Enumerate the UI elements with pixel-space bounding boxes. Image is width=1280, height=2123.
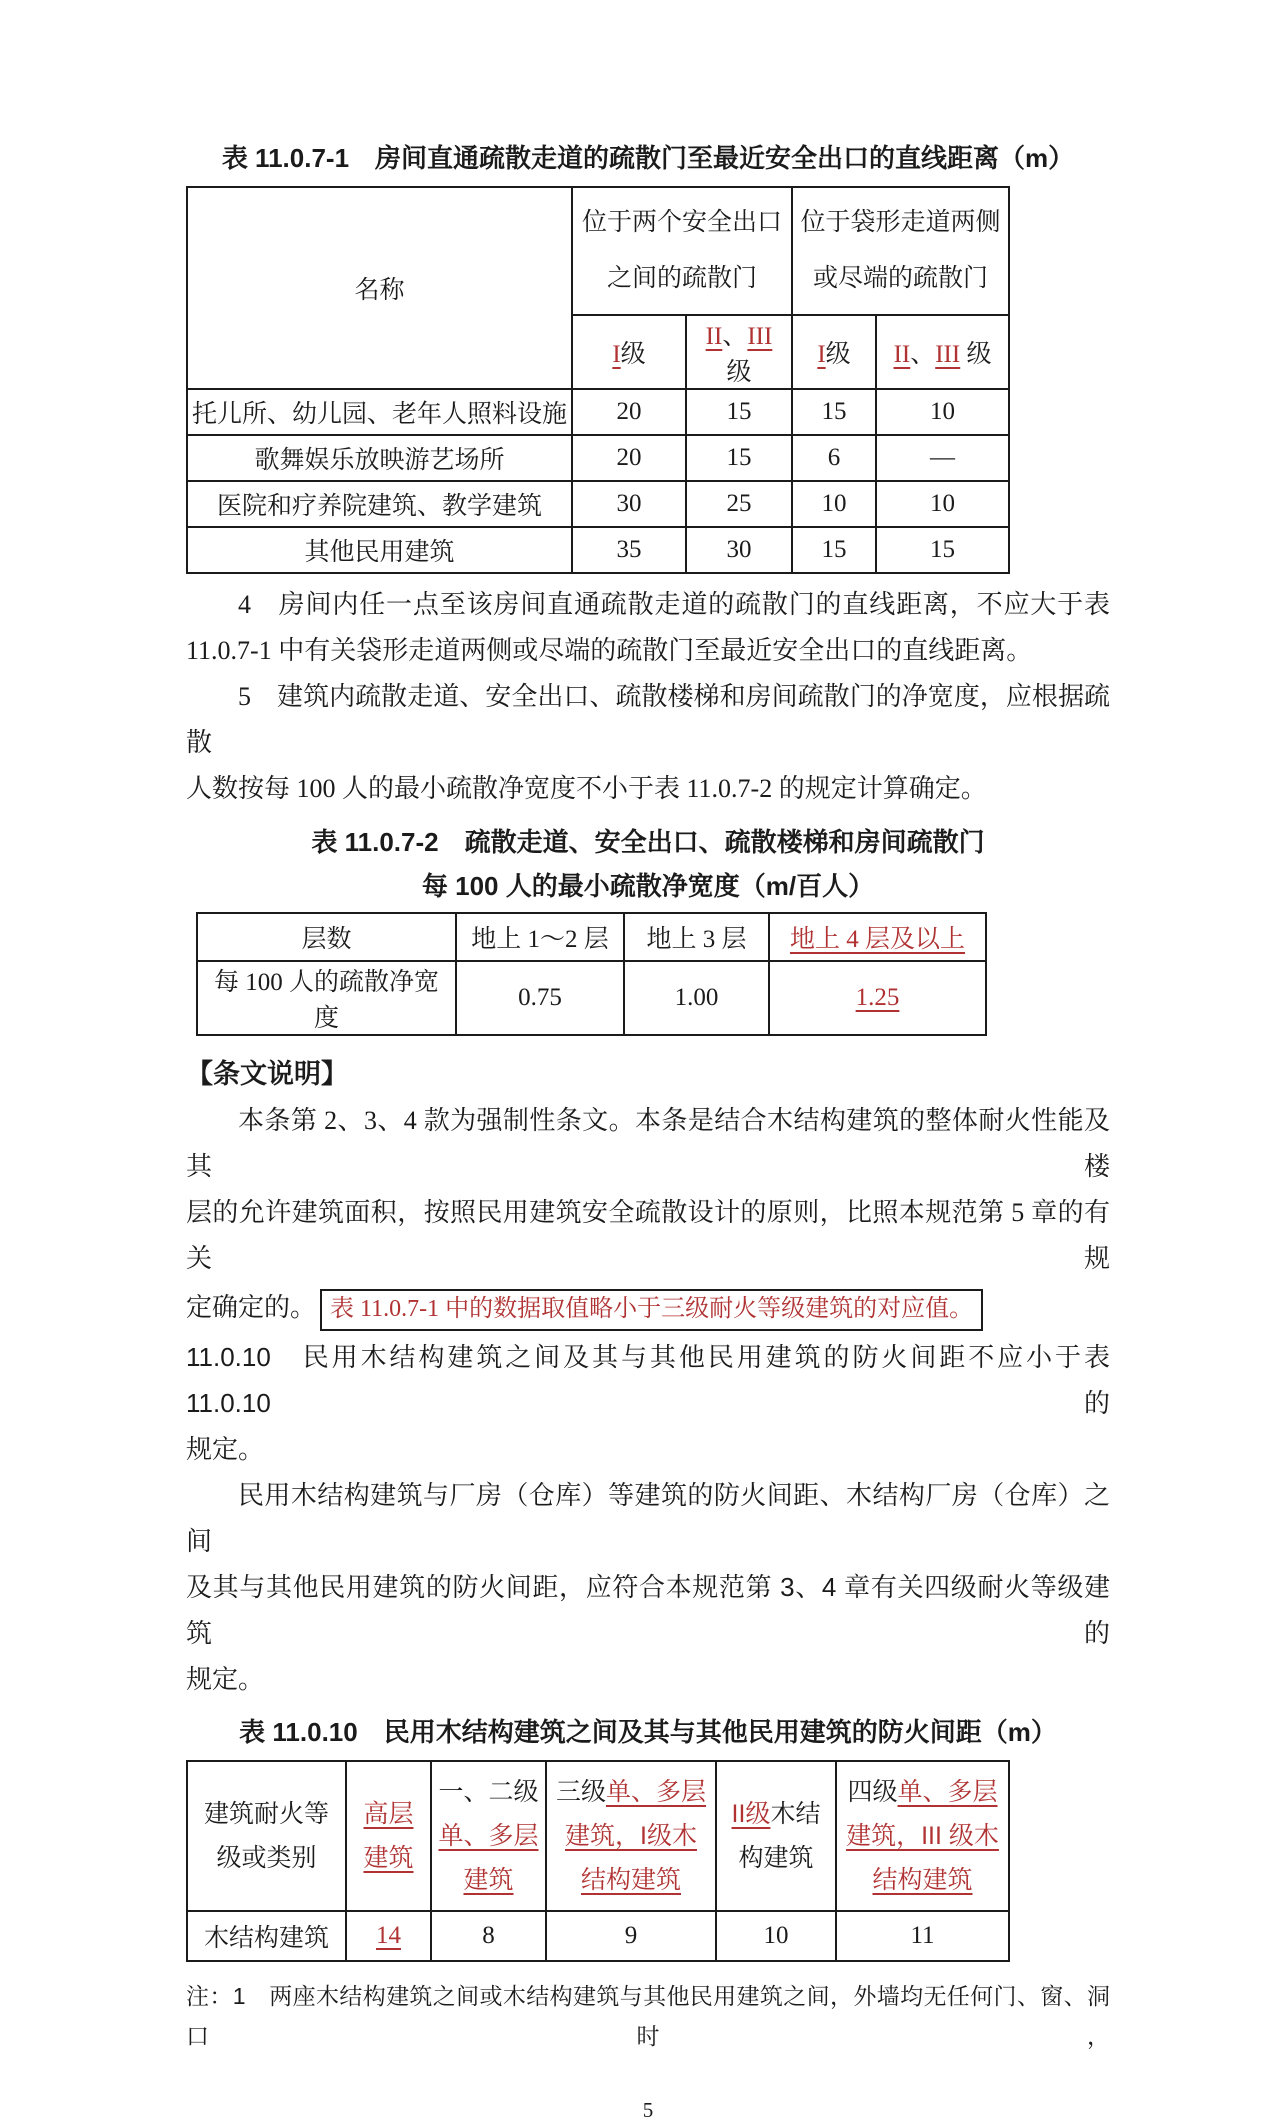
table1-subheader-grade23: II、III 级	[686, 315, 792, 389]
table2-caption-line2: 每 100 人的最小疏散净宽度（m/百人）	[421, 871, 875, 901]
table3-note-line1: 注：1 两座木结构建筑之间或木结构建筑与其他民用建筑之间，外墙均无任何门、窗、洞口时，	[186, 1983, 1110, 2049]
table2-header-1-2: 地上 1～2 层	[456, 913, 624, 961]
explain-heading: 【条文说明】	[186, 1059, 348, 1089]
para5-line2: 人数按每 100 人的最小疏散净宽度不小于表 11.0.7-2 的规定计算确定。	[186, 774, 987, 803]
table2-header-floors: 层数	[197, 913, 456, 961]
table1-header-group2: 位于袋形走道两侧 或尽端的疏散门	[792, 187, 1009, 315]
table1-header-group1: 位于两个安全出口 之间的疏散门	[572, 187, 792, 315]
table-row: 托儿所、幼儿园、老年人照料设施 20 15 15 10	[187, 389, 1009, 435]
page-number: 5	[642, 2098, 654, 2122]
table-row: 每 100 人的疏散净宽度 0.75 1.00 1.25	[197, 961, 986, 1035]
table-row: 歌舞娱乐放映游艺场所 20 15 6 —	[187, 435, 1009, 481]
table3-header-grade12: 一、二级单、多层建筑	[431, 1761, 546, 1911]
table-11-0-10	[186, 1760, 1010, 1962]
table3-header-grade4: 四级单、多层建筑，III 级木结构建筑	[836, 1761, 1009, 1911]
table-11-0-7-2	[196, 912, 987, 1036]
clause-11-0-10-line1: 11.0.10 民用木结构建筑之间及其与其他民用建筑的防火间距不应小于表 11.0.10 的	[186, 1342, 1110, 1418]
explain-line1: 本条第 2、3、4 款为强制性条文。本条是结合木结构建筑的整体耐火性能及其楼	[186, 1106, 1110, 1181]
clause-11-0-10-line2: 规定。	[186, 1434, 265, 1464]
spacing-para-line1: 民用木结构建筑与厂房（仓库）等建筑的防火间距、木结构厂房（仓库）之间	[186, 1480, 1110, 1556]
table3-header-timber2: II级木结构建筑	[716, 1761, 836, 1911]
para5-line1: 5 建筑内疏散走道、安全出口、疏散楼梯和房间疏散门的净宽度，应根据疏散	[186, 682, 1110, 757]
table3-header-highrise: 高层建筑	[346, 1761, 431, 1911]
spacing-para-line2: 及其与其他民用建筑的防火间距，应符合本规范第 3、4 章有关四级耐火等级建筑的	[186, 1572, 1110, 1648]
explain-line2: 层的允许建筑面积，按照民用建筑安全疏散设计的原则，比照本规范第 5 章的有关规	[186, 1198, 1110, 1273]
table-row: 木结构建筑 14 8 9 10 11	[187, 1911, 1009, 1961]
table2-header-4plus: 地上 4 层及以上	[769, 913, 986, 961]
red-boxed-note: 表 11.0.7-1 中的数据取值略小于三级耐火等级建筑的对应值。	[320, 1289, 983, 1331]
table-row: 医院和疗养院建筑、教学建筑 30 25 10 10	[187, 481, 1009, 527]
table3-header-grade3: 三级单、多层建筑，I级木结构建筑	[546, 1761, 716, 1911]
spacing-para-line3: 规定。	[186, 1664, 265, 1694]
table-11-0-7-1	[186, 186, 1010, 574]
table3-header-class: 建筑耐火等级或类别	[187, 1761, 346, 1911]
table1-subheader-grade23b: II、III 级	[876, 315, 1009, 389]
table1-subheader-grade1b: I级	[792, 315, 876, 389]
table1-header-name: 名称	[187, 187, 572, 389]
para4-line2: 11.0.7-1 中有关袋形走道两侧或尽端的疏散门至最近安全出口的直线距离。	[186, 636, 1033, 665]
table-row: 其他民用建筑 35 30 15 15	[187, 527, 1009, 573]
explain-line3: 定确定的。 表 11.0.7-1 中的数据取值略小于三级耐火等级建筑的对应值。	[186, 1282, 1110, 1334]
table1-subheader-grade1: I级	[572, 315, 686, 389]
para4-line1: 4 房间内任一点至该房间直通疏散走道的疏散门的直线距离，不应大于表	[238, 590, 1110, 619]
table1-caption: 表 11.0.7-1 房间直通疏散走道的疏散门至最近安全出口的直线距离（m）	[221, 143, 1075, 173]
table2-header-3: 地上 3 层	[624, 913, 769, 961]
table2-caption-line1: 表 11.0.7-2 疏散走道、安全出口、疏散楼梯和房间疏散门	[311, 827, 985, 857]
table3-caption: 表 11.0.10 民用木结构建筑之间及其与其他民用建筑的防火间距（m）	[239, 1717, 1057, 1747]
